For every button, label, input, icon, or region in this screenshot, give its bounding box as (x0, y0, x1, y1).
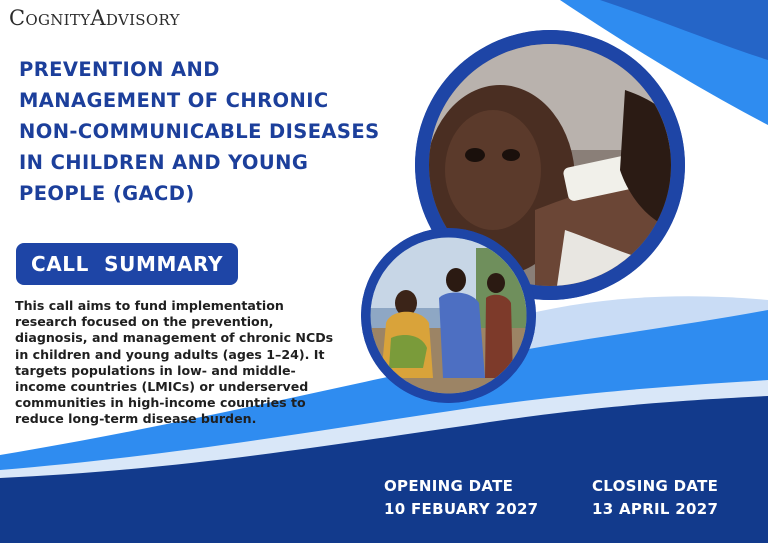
title-line: IN CHILDREN AND YOUNG (19, 151, 309, 174)
summary-line: communities in high-income countries to (15, 395, 306, 411)
logo-text: DVISORY (105, 11, 180, 29)
call-summary-heading: CALL SUMMARY (16, 243, 238, 285)
small-photo-frame (361, 228, 536, 403)
logo-letter: A (90, 6, 106, 30)
health-worker-with-mother-photo (361, 228, 536, 403)
summary-line: reduce long-term disease burden. (15, 411, 257, 427)
title-line: PEOPLE (GACD) (19, 182, 195, 205)
title-line: PREVENTION AND (19, 58, 220, 81)
title-line: NON-COMMUNICABLE DISEASES (19, 120, 380, 143)
summary-line: diagnosis, and management of chronic NCDs (15, 330, 334, 346)
summary-line: income countries (LMICs) or underserved (15, 379, 309, 395)
summary-line: This call aims to fund implementation (15, 298, 284, 313)
call-summary-text (15, 298, 355, 428)
opening-date-label: OPENING DATE (384, 477, 514, 495)
page-title (19, 54, 419, 209)
title-line: MANAGEMENT OF CHRONIC (19, 89, 329, 112)
cognity-advisory-logo (9, 6, 180, 34)
summary-line: research focused on the prevention, (15, 314, 274, 330)
closing-date-label: CLOSING DATE (592, 477, 719, 495)
opening-date-value: 10 FEBUARY 2027 (384, 500, 539, 518)
closing-date-value: 13 APRIL 2027 (592, 500, 719, 518)
summary-line: targets populations in low- and middle- (15, 362, 296, 378)
logo-text: OGNITY (25, 11, 91, 29)
summary-line: in children and young adults (ages 1–24). It (15, 346, 325, 362)
logo-letter: C (9, 6, 26, 30)
